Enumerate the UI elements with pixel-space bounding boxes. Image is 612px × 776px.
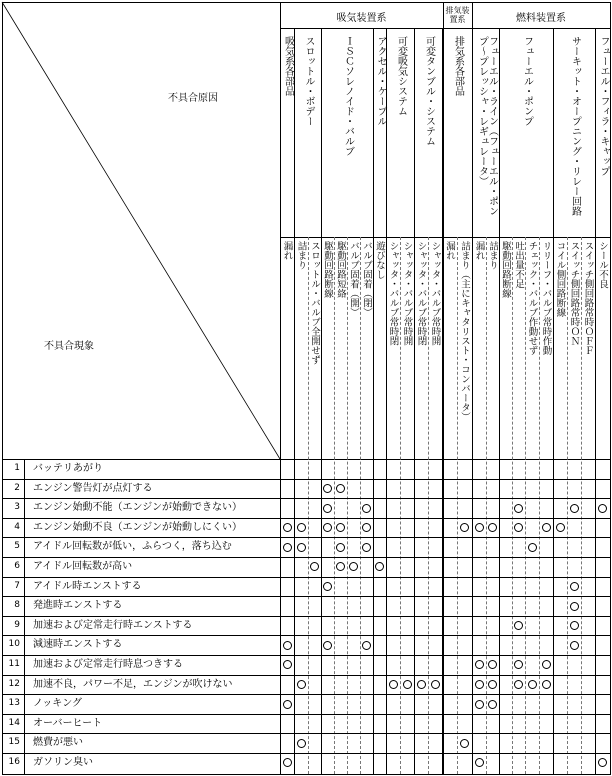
cause-mark-circle [362,641,371,650]
cause-mark-circle [475,758,484,767]
cause-mark-circle [488,680,497,689]
symptom-label: 加速および定常走行時エンストする [33,619,193,631]
cause-mark-circle [283,543,292,552]
cause-mark-circle [297,680,306,689]
component-label: アクセル・ケーブル [375,36,386,126]
symptom-label: 加速および定常走行時息つきする [33,659,183,670]
row-number: 6 [14,561,20,571]
cause-mark-circle [283,700,292,709]
cause-mark-circle [475,700,484,709]
row-number: 8 [14,600,20,611]
failure-mode-label: 漏れ [444,241,455,260]
component-bottom-line [280,237,610,238]
component-label: 可変吸気システム [395,36,407,116]
failure-mode-label: 駆動回路短絡 [335,241,346,298]
cause-mark-circle [323,504,332,513]
row-number: 9 [14,619,20,630]
failure-mode-label: シャッタ・バルブ常時開 [401,241,413,346]
group-fuel: 燃料装置系 [516,13,566,24]
symptom-label: 加速不良，パワー不足，エンジンが吹けない [33,678,233,690]
symptom-label: アイドル回転数が高い [33,561,133,572]
row-divider [2,733,610,734]
cause-mark-circle [389,680,398,689]
failure-mode-label: 詰まり [295,241,307,270]
failure-mode-label: シャッタ・バルブ常時閉 [387,241,399,346]
symptom-label: オーバーヒート [33,717,103,729]
symptom-label: アイドル時エンストする [33,580,142,592]
row-divider [2,753,610,754]
symptom-label: バッテリあがり [33,463,103,474]
failure-mode-label: スイッチ側回路常時ＯＦＦ [582,241,594,355]
cause-mark-circle [336,543,345,552]
failure-mode-label: 駆動回路断線 [500,241,511,298]
cause-mark-circle [514,680,523,689]
cause-mark-circle [514,504,523,513]
cause-mark-circle [556,523,565,532]
component-divider [595,28,596,774]
cause-mark-circle [570,602,579,611]
row-number: 15 [8,737,20,748]
group-divider-fuel [472,2,473,774]
failure-mode-label: 詰まり [487,241,498,270]
failure-mode-label: スロットル・バルブ全開せず [309,241,320,365]
group-divider-exhaust [443,2,444,774]
symptom-label: ノッキング [33,698,82,710]
cause-mark-circle [297,523,306,532]
failure-mode-label: シャッタ・バルブ常時開 [429,241,441,346]
component-divider [553,28,554,774]
failure-mode-label: 漏れ [473,241,485,260]
cause-mark-circle [283,660,292,669]
row-number: 16 [8,757,20,767]
cause-mark-circle [297,543,306,552]
row-number: 3 [14,502,20,513]
component-label: 吸気系各部品 [282,36,294,96]
row-number: 4 [14,521,20,532]
cause-mark-circle [475,523,484,532]
cause-mark-circle [542,660,551,669]
failure-mode-label: シャッタ・バルブ常時閉 [415,241,427,346]
symptom-label: 減速時エンストする [33,639,123,651]
failure-mode-label: コイル側回路断線 [554,241,566,317]
cause-mark-circle [431,680,440,689]
symptom-label: ガソリン臭い [33,757,93,768]
row-divider [2,694,610,695]
group-header-line [280,28,610,29]
component-label: サーキット・オープニング・リレー回路 [569,36,581,216]
cause-mark-circle [283,523,292,532]
cause-mark-circle [297,739,306,748]
cause-mark-circle [475,660,484,669]
symptom-label: アイドル回転数が低い，ふらつく，落ち込む [33,541,232,553]
failure-mode-label: シール不良 [597,241,608,289]
failure-mode-label: リリーフ・バルブ常時作動 [540,241,552,355]
cause-mark-circle [475,680,484,689]
symptom-header-label: 不具合現象 [44,341,94,352]
cause-mark-circle [570,641,579,650]
component-divider [321,28,322,774]
failure-mode-label: スイッチ側回路常時ＯＮ [568,241,580,346]
component-divider [499,28,500,774]
row-number: 11 [8,659,20,669]
symptom-label: エンジン警告灯が点灯する [33,482,153,494]
component-divider [414,28,415,774]
cause-mark-circle [542,680,551,689]
failure-mode-label: バルブ固着（閉） [361,241,372,317]
failure-mode-label: 吐出量不足 [513,241,524,289]
cause-mark-circle [323,582,332,591]
symptom-label: 発進時エンストする [33,600,123,612]
cause-mark-circle [283,641,292,650]
cause-mark-circle [283,758,292,767]
cause-mark-circle [528,680,537,689]
cause-mark-circle [598,504,607,513]
row-number: 13 [8,698,20,709]
group-intake: 吸気装置系 [336,13,387,24]
failure-mode-label: 漏れ [281,241,293,260]
group-exhaust: 排気装置系 [445,6,470,24]
cause-mark-circle [460,739,469,748]
row-number: 2 [14,482,20,493]
row-number: 5 [14,541,20,552]
component-label: スロットル・ボデー [303,36,314,126]
cause-mark-circle [323,641,332,650]
component-divider [386,28,387,774]
row-number: 12 [8,678,20,689]
cause-mark-circle [528,543,537,552]
failure-mode-label: 遊びなし [374,241,385,279]
failure-mode-label: 駆動回路断線 [322,241,333,298]
diagonal-line [2,2,280,459]
component-label: フューエル・フィラ・キャップ [598,36,609,176]
component-label: フューエル・ポンプ [521,36,533,126]
cause-mark-circle [542,523,551,532]
cause-header-label: 不具合原因 [168,93,218,104]
cause-mark-circle [336,484,345,493]
cause-mark-circle [570,621,579,630]
cause-mark-circle [417,680,426,689]
component-label: 排気系各部品 [452,36,464,96]
row-number: 10 [8,639,20,650]
row-number: 1 [14,463,20,473]
cause-mark-circle [488,700,497,709]
cause-mark-circle [323,484,332,493]
cause-mark-circle [570,504,579,513]
row-number: 14 [8,717,20,728]
cause-mark-circle [403,680,412,689]
component-label: フューエル・ライン（フューエル・ポンプ〜プレッシャ・レギュレータ） [476,36,498,216]
symptom-label: エンジン始動不能（エンジンが始動できない） [33,502,242,514]
component-divider [294,28,295,774]
component-divider [442,28,443,774]
failure-mode-label: チェック・バルブ作動せず [526,241,538,355]
cause-mark-circle [362,543,371,552]
component-label: ＩＳＣソレノイド・バルブ [342,36,354,156]
cause-mark-circle [362,504,371,513]
row-number: 7 [14,580,20,591]
failure-mode-label: バルブ固着（開） [348,241,359,317]
component-label: 可変タンブル・システム [423,36,435,146]
symptom-label: 燃費が悪い [33,737,83,749]
number-column-line [24,459,25,774]
cause-mark-circle [570,582,579,591]
failure-mode-label: 詰まり（主にキャタリスト・コンバータ） [459,241,470,422]
symptom-label: エンジン始動不良（エンジンが始動しにくい） [33,521,242,533]
